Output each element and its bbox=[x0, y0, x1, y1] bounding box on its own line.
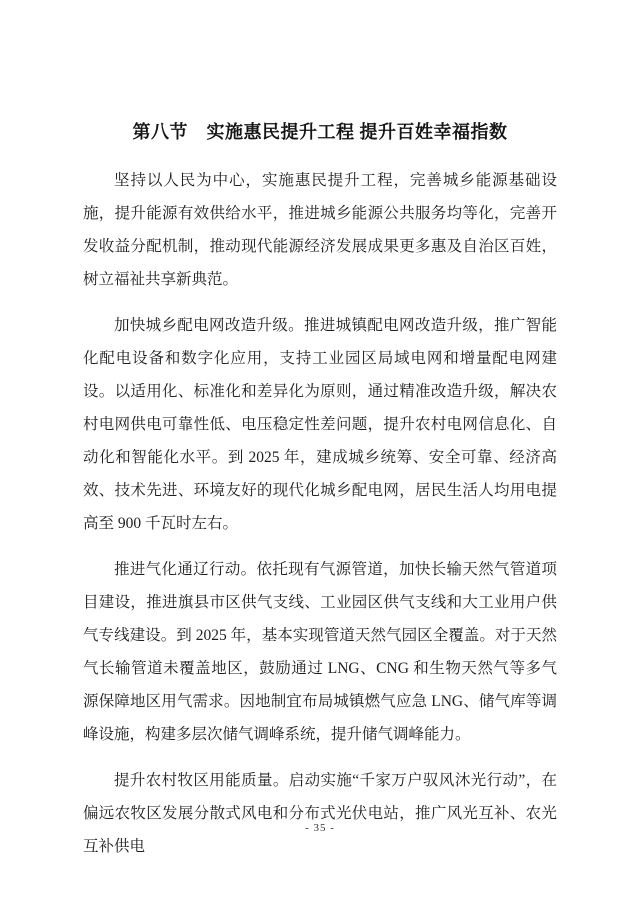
paragraph: 推进气化通辽行动。依托现有气源管道，加快长输天然气管道项目建设，推进旗县市区供气支线、工业园区供气支线和大工业用户供气专线建设。到 2025 年，基本实现管道天然气园区全覆盖。对于天然气长输管道未覆盖地区，鼓励通过 LNG、CNG 和生物天然气等多气源保障地区用气需求。因地制宜布局城镇燃气应急 LNG、储气库等调峰设施，构建多层次储气调峰系统，提升储气调峰能力。 bbox=[83, 561, 557, 743]
document-body bbox=[83, 164, 557, 876]
paragraph: 加快城乡配电网改造升级。推进城镇配电网改造升级，推广智能化配电设备和数字化应用，支持工业园区局域电网和增量配电网建设。以适用化、标准化和差异化为原则，通过精准改造升级，解决农村电网供电可靠性低、电压稳定性差问题，提升农村电网信息化、自动化和智能化水平。到 2025 年，建成城乡统筹、安全可靠、经济高效、技术先进、环境友好的现代化城乡配电网，居民生活人均用电提高至 900 千瓦时左右。 bbox=[83, 317, 557, 532]
paragraph: 提升农村牧区用能质量。启动实施“千家万户驭风沐光行动”，在偏远农牧区发展分散式风电和分布式光伏电站，推广风光互补、农光互补供电 bbox=[83, 772, 557, 855]
page-number: - 35 - bbox=[305, 822, 335, 834]
section-title: 第八节 实施惠民提升工程 提升百姓幸福指数 bbox=[132, 122, 508, 142]
paragraph: 坚持以人民为中心，实施惠民提升工程，完善城乡能源基础设施，提升能源有效供给水平，推进城乡能源公共服务均等化，完善开发收益分配机制，推动现代能源经济发展成果更多惠及自治区百姓，树立福祉共享新典范。 bbox=[83, 172, 557, 288]
